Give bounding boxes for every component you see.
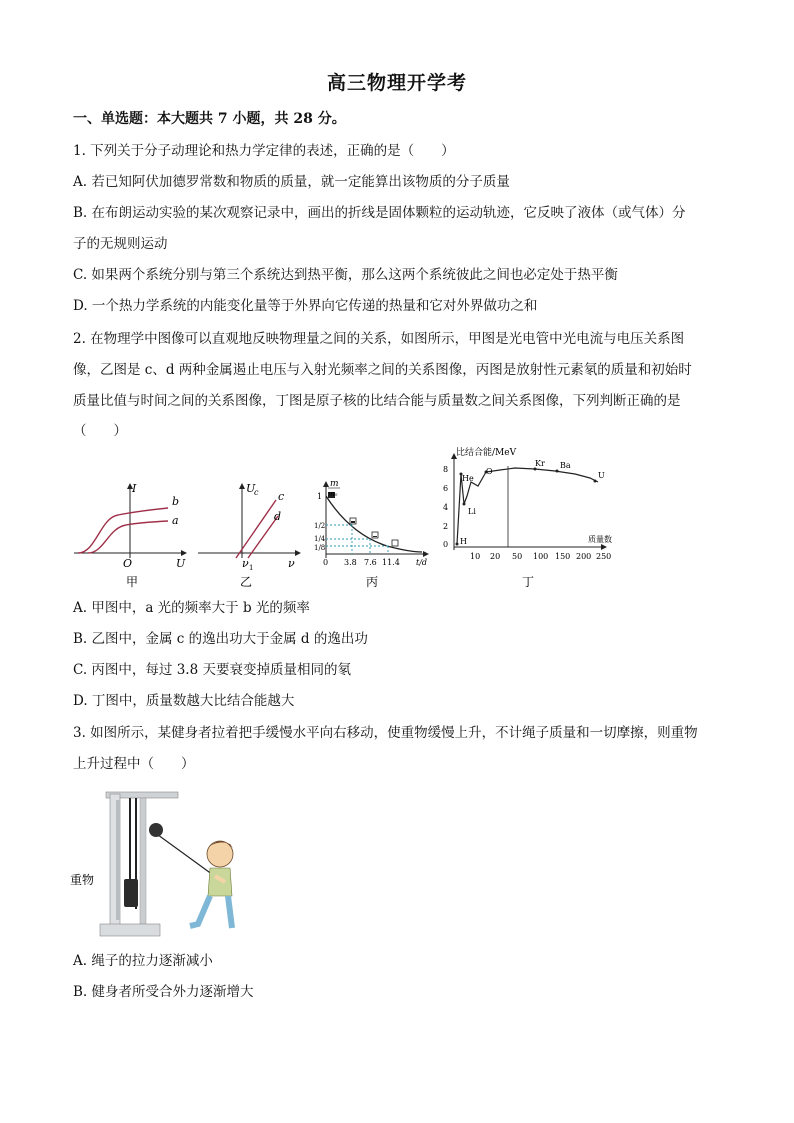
ding-y-4: 4 — [443, 503, 449, 512]
q3-stem-line1: 3. 如图所示，某健身者拉着把手缓慢水平向右移动，使重物缓慢上升，不计绳子质量和一切摩擦，则重物 — [73, 725, 698, 741]
jia-x-label: U — [176, 557, 186, 570]
page-title: 高三物理开学考 — [326, 72, 467, 94]
jia-a-label: a — [172, 514, 179, 527]
ding-y-8: 8 — [443, 465, 449, 474]
ding-x-200: 200 — [576, 552, 592, 561]
ding-H: H — [460, 537, 467, 546]
ding-Kr: Kr — [535, 459, 545, 468]
bing-x-label: t/d — [416, 558, 428, 567]
bing-x-114: 11.4 — [382, 558, 400, 567]
q3-option-b: B. 健身者所受合外力逐渐增大 — [73, 984, 254, 1000]
binding-energy-curve — [457, 468, 598, 544]
jia-origin: O — [123, 557, 133, 570]
ding-y-6: 6 — [443, 484, 449, 493]
yi-y-sub: c — [254, 488, 259, 497]
ding-x-label: 质量数 — [588, 535, 612, 544]
q2-option-d: D. 丁图中，质量数越大比结合能越大 — [73, 693, 295, 709]
ding-He: He — [462, 474, 474, 483]
box-eighth — [392, 540, 398, 546]
yi-caption: 乙 — [240, 575, 253, 589]
bing-y-half: 1/2 — [314, 522, 326, 530]
q2-stem-line4: （ ） — [73, 423, 127, 439]
bing-x-76: 7.6 — [364, 558, 377, 567]
q2-stem-line3: 质量比值与时间之间的关系图像，丁图是原子核的比结合能与质量数之间关系图像，下列判断正确的是 — [73, 393, 681, 409]
q1-option-b-line1: B. 在布朗运动实验的某次观察记录中，画出的折线是固体颗粒的运动轨迹，它反映了液体（或气体）分 — [73, 205, 686, 221]
q2-stem-line2: 像，乙图是 c、d 两种金属遏止电压与入射光频率之间的关系图像，丙图是放射性元素氡的质量和初始时 — [73, 362, 692, 378]
q2-option-b: B. 乙图中，金属 c 的逸出功大于金属 d 的逸出功 — [73, 631, 368, 647]
ding-x-250: 250 — [596, 552, 612, 561]
yi-d-label: d — [274, 510, 282, 523]
q1-option-a: A. 若已知阿伏加德罗常数和物质的质量，就一定能算出该物质的分子质量 — [73, 174, 510, 190]
q1-option-d: D. 一个热力学系统的内能变化量等于外界向它传递的热量和它对外界做功之和 — [73, 298, 538, 314]
jia-b-label: b — [172, 495, 180, 508]
ding-y-0: 0 — [443, 540, 449, 549]
ding-Li: Li — [468, 507, 476, 516]
ding-caption: 丁 — [522, 575, 535, 589]
bing-m: m — [330, 479, 339, 489]
decay-curve — [326, 496, 422, 552]
bing-caption: 丙 — [366, 575, 379, 589]
weight-block-icon — [124, 879, 138, 907]
yi-c-label: c — [278, 490, 285, 503]
weight-label: 重物 — [70, 873, 95, 887]
bing-y-1: 1 — [317, 492, 323, 501]
q3-option-a: A. 绳子的拉力逐渐减小 — [73, 953, 213, 969]
curve-a — [88, 521, 168, 553]
bing-y-eighth: 1/8 — [314, 544, 326, 552]
bing-x-0: 0 — [323, 558, 329, 567]
q1-stem: 1. 下列关于分子动理论和热力学定律的表述，正确的是（ ） — [73, 143, 455, 159]
q2-option-a: A. 甲图中，a 光的频率大于 b 光的频率 — [73, 600, 310, 616]
ding-y-2: 2 — [443, 522, 449, 531]
ding-x-50: 50 — [512, 552, 523, 561]
jia-y-label: I — [132, 482, 137, 495]
ding-Ba: Ba — [560, 461, 571, 470]
bing-x-38: 3.8 — [344, 558, 357, 567]
figure-gym-machine — [70, 784, 252, 942]
jia-caption: 甲 — [126, 575, 139, 589]
ding-x-100: 100 — [533, 552, 549, 561]
box-quarter — [372, 532, 378, 538]
ding-U: U — [598, 471, 605, 480]
yi-x1-label: ν — [242, 557, 249, 570]
q3-stem-line2: 上升过程中（ ） — [73, 756, 195, 772]
ding-x-20: 20 — [490, 552, 501, 561]
yi-y-label: U — [246, 482, 256, 495]
q2-stem-line1: 2. 在物理学中图像可以直观地反映物理量之间的关系，如图所示，甲图是光电管中光电流与电压关系图 — [73, 331, 685, 347]
q1-option-b-line2: 子的无规则运动 — [73, 236, 168, 252]
yi-x-label: ν — [288, 557, 295, 570]
figure-jia — [68, 478, 193, 590]
figure-bing — [312, 466, 436, 590]
figure-ding — [440, 444, 616, 590]
ding-x-150: 150 — [555, 552, 571, 561]
yi-x1-sub: 1 — [249, 564, 254, 572]
section-heading: 一、单选题：本大题共 7 小题，共 28 分。 — [73, 111, 346, 127]
bing-y-quarter: 1/4 — [314, 535, 326, 543]
ding-x-10: 10 — [470, 552, 481, 561]
ding-y-label: 比结合能/MeV — [456, 448, 517, 458]
figure-yi — [196, 478, 306, 590]
q2-option-c: C. 丙图中，每过 3.8 天要衰变掉质量相同的氡 — [73, 662, 351, 678]
q1-option-c: C. 如果两个系统分别与第三个系统达到热平衡，那么这两个系统彼此之间也必定处于热平衡 — [73, 267, 618, 283]
curve-b — [78, 508, 168, 553]
bing-m0: m₀ — [328, 490, 338, 498]
ding-O: O — [486, 467, 493, 476]
person-head-icon — [207, 841, 233, 867]
